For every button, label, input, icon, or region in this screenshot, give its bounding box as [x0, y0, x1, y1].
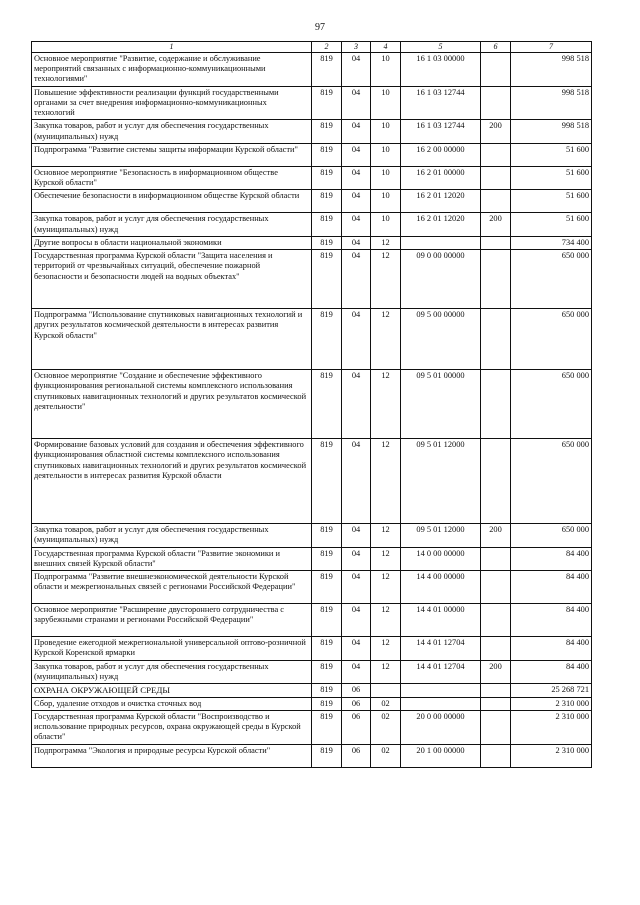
subsection-code-cell: 10: [371, 143, 401, 166]
target-article-cell: 09 5 01 12000: [401, 524, 481, 548]
header-cell-5: 5: [401, 42, 481, 53]
header-cell-2: 2: [312, 42, 342, 53]
row-name-cell: Основное мероприятие "Развитие, содержание и обслуживание мероприятий связанных с информационно-коммуникационными технологиями": [32, 52, 312, 86]
admin-code-cell: 819: [312, 190, 342, 213]
admin-code-cell: 819: [312, 684, 342, 698]
target-article-cell: 14 4 01 12704: [401, 637, 481, 661]
amount-cell: 51 600: [511, 213, 592, 237]
target-article-cell: [401, 236, 481, 249]
section-code-cell: 04: [342, 524, 371, 548]
row-name-cell: Формирование базовых условий для создания и обеспечения эффективного функционирования областной системы комплексного использования спутниковых навигационных технологий и других результатов космической деятельности в интересах развития Курской области: [32, 439, 312, 524]
section-code-cell: 04: [342, 660, 371, 684]
table-row: [32, 190, 592, 213]
admin-code-cell: 819: [312, 120, 342, 144]
row-name-cell: Обеспечение безопасности в информационном обществе Курской области: [32, 190, 312, 213]
target-article-cell: 16 1 03 12744: [401, 120, 481, 144]
row-name-cell: Проведение ежегодной межрегиональной универсальной оптово-розничной Курской Коренской ярмарки: [32, 637, 312, 661]
row-name-cell: Закупка товаров, работ и услуг для обеспечения государственных (муниципальных) нужд: [32, 524, 312, 548]
admin-code-cell: 819: [312, 637, 342, 661]
amount-cell: 998 518: [511, 86, 592, 120]
table-row: [32, 166, 592, 190]
target-article-cell: 16 2 00 00000: [401, 143, 481, 166]
subsection-code-cell: 02: [371, 697, 401, 710]
admin-code-cell: 819: [312, 571, 342, 604]
target-article-cell: 16 1 03 00000: [401, 52, 481, 86]
expense-type-cell: [481, 697, 511, 710]
section-code-cell: 06: [342, 684, 371, 698]
subsection-code-cell: 12: [371, 660, 401, 684]
section-code-cell: 04: [342, 190, 371, 213]
subsection-code-cell: 12: [371, 524, 401, 548]
section-code-cell: 04: [342, 250, 371, 309]
expense-type-cell: [481, 710, 511, 744]
amount-cell: 84 400: [511, 637, 592, 661]
header-cell-4: 4: [371, 42, 401, 53]
section-code-cell: 04: [342, 309, 371, 370]
expense-type-cell: 200: [481, 660, 511, 684]
table-row: [32, 86, 592, 120]
table-row: [32, 637, 592, 661]
subsection-code-cell: 10: [371, 52, 401, 86]
subsection-code-cell: 12: [371, 236, 401, 249]
amount-cell: 998 518: [511, 120, 592, 144]
row-name-cell: Основное мероприятие "Расширение двустороннего сотрудничества с зарубежными странами и регионами Российской Федерации": [32, 604, 312, 637]
section-code-cell: 04: [342, 52, 371, 86]
expense-type-cell: [481, 439, 511, 524]
row-name-cell: Закупка товаров, работ и услуг для обеспечения государственных (муниципальных) нужд: [32, 213, 312, 237]
row-name-cell: Подпрограмма "Развитие внешнеэкономической деятельности Курской области и межрегиональных связей с регионами Российской Федерации": [32, 571, 312, 604]
table-row: [32, 236, 592, 249]
amount-cell: 650 000: [511, 309, 592, 370]
target-article-cell: 09 5 00 00000: [401, 309, 481, 370]
amount-cell: 51 600: [511, 166, 592, 190]
table-row: [32, 547, 592, 571]
row-name-cell: Государственная программа Курской области "Защита населения и территорий от чрезвычайных ситуаций, обеспечение пожарной безопасности и безопасности людей на водных объектах": [32, 250, 312, 309]
target-article-cell: 14 4 01 00000: [401, 604, 481, 637]
table-row: [32, 571, 592, 604]
admin-code-cell: 819: [312, 524, 342, 548]
section-code-cell: 06: [342, 744, 371, 767]
row-name-cell: Подпрограмма "Использование спутниковых навигационных технологий и других результатов космической деятельности в интересах развития Курской области": [32, 309, 312, 370]
section-code-cell: 04: [342, 547, 371, 571]
target-article-cell: 14 4 01 12704: [401, 660, 481, 684]
expense-type-cell: [481, 309, 511, 370]
expense-type-cell: [481, 166, 511, 190]
expense-type-cell: [481, 143, 511, 166]
row-name-cell: Подпрограмма "Экология и природные ресурсы Курской области": [32, 744, 312, 767]
row-name-cell: ОХРАНА ОКРУЖАЮЩЕЙ СРЕДЫ: [32, 684, 312, 698]
section-code-cell: 04: [342, 439, 371, 524]
subsection-code-cell: 10: [371, 166, 401, 190]
section-code-cell: 04: [342, 120, 371, 144]
row-name-cell: Подпрограмма "Развитие системы защиты информации Курской области": [32, 143, 312, 166]
expense-type-cell: 200: [481, 120, 511, 144]
table-row: [32, 744, 592, 767]
target-article-cell: 16 2 01 00000: [401, 166, 481, 190]
expense-type-cell: [481, 250, 511, 309]
target-article-cell: 09 5 01 00000: [401, 370, 481, 439]
subsection-code-cell: 12: [371, 571, 401, 604]
target-article-cell: 20 1 00 00000: [401, 744, 481, 767]
table-row: [32, 660, 592, 684]
section-code-cell: 04: [342, 236, 371, 249]
admin-code-cell: 819: [312, 744, 342, 767]
table-row: [32, 710, 592, 744]
amount-cell: 650 000: [511, 439, 592, 524]
admin-code-cell: 819: [312, 309, 342, 370]
subsection-code-cell: 12: [371, 370, 401, 439]
expense-type-cell: 200: [481, 524, 511, 548]
section-code-cell: 04: [342, 213, 371, 237]
row-name-cell: Государственная программа Курской области "Воспроизводство и использование природных ресурсов, охрана окружающей среды в Курской области": [32, 710, 312, 744]
amount-cell: 734 400: [511, 236, 592, 249]
admin-code-cell: 819: [312, 143, 342, 166]
expense-type-cell: [481, 744, 511, 767]
subsection-code-cell: 12: [371, 309, 401, 370]
admin-code-cell: 819: [312, 250, 342, 309]
amount-cell: 84 400: [511, 571, 592, 604]
subsection-code-cell: 12: [371, 604, 401, 637]
section-code-cell: 04: [342, 637, 371, 661]
target-article-cell: [401, 684, 481, 698]
section-code-cell: 06: [342, 710, 371, 744]
section-code-cell: 04: [342, 86, 371, 120]
target-article-cell: 09 5 01 12000: [401, 439, 481, 524]
subsection-code-cell: 10: [371, 120, 401, 144]
table-row: [32, 120, 592, 144]
table-row: [32, 439, 592, 524]
expense-type-cell: [481, 190, 511, 213]
header-cell-7: 7: [511, 42, 592, 53]
row-name-cell: Основное мероприятие "Создание и обеспечение эффективного функционирования региональной системы комплексного использования спутниковых навигационных технологий и других результатов космической деятельности": [32, 370, 312, 439]
row-name-cell: Сбор, удаление отходов и очистка сточных вод: [32, 697, 312, 710]
header-cell-1: 1: [32, 42, 312, 53]
subsection-code-cell: 10: [371, 213, 401, 237]
expense-type-cell: [481, 86, 511, 120]
section-code-cell: 04: [342, 571, 371, 604]
row-name-cell: Другие вопросы в области национальной экономики: [32, 236, 312, 249]
subsection-code-cell: [371, 684, 401, 698]
table-row: [32, 213, 592, 237]
header-row: [32, 42, 592, 53]
amount-cell: 650 000: [511, 524, 592, 548]
expense-type-cell: [481, 604, 511, 637]
table-row: [32, 604, 592, 637]
row-name-cell: Закупка товаров, работ и услуг для обеспечения государственных (муниципальных) нужд: [32, 120, 312, 144]
amount-cell: 51 600: [511, 190, 592, 213]
table-row: [32, 370, 592, 439]
table-row: [32, 309, 592, 370]
subsection-code-cell: 02: [371, 710, 401, 744]
admin-code-cell: 819: [312, 660, 342, 684]
amount-cell: 84 400: [511, 547, 592, 571]
admin-code-cell: 819: [312, 52, 342, 86]
amount-cell: 84 400: [511, 604, 592, 637]
expense-type-cell: 200: [481, 213, 511, 237]
row-name-cell: Государственная программа Курской области "Развитие экономики и внешних связей Курской области": [32, 547, 312, 571]
row-name-cell: Основное мероприятие "Безопасность в информационном обществе Курской области": [32, 166, 312, 190]
admin-code-cell: 819: [312, 370, 342, 439]
target-article-cell: 16 2 01 12020: [401, 190, 481, 213]
target-article-cell: 14 4 00 00000: [401, 571, 481, 604]
target-article-cell: [401, 697, 481, 710]
amount-cell: 84 400: [511, 660, 592, 684]
expense-type-cell: [481, 547, 511, 571]
expense-type-cell: [481, 370, 511, 439]
amount-cell: 998 518: [511, 52, 592, 86]
amount-cell: 51 600: [511, 143, 592, 166]
subsection-code-cell: 12: [371, 439, 401, 524]
target-article-cell: 16 2 01 12020: [401, 213, 481, 237]
row-name-cell: Закупка товаров, работ и услуг для обеспечения государственных (муниципальных) нужд: [32, 660, 312, 684]
subsection-code-cell: 12: [371, 250, 401, 309]
table-row: [32, 697, 592, 710]
admin-code-cell: 819: [312, 697, 342, 710]
expense-type-cell: [481, 571, 511, 604]
subsection-code-cell: 02: [371, 744, 401, 767]
header-cell-3: 3: [342, 42, 371, 53]
target-article-cell: 16 1 03 12744: [401, 86, 481, 120]
table-row: [32, 143, 592, 166]
section-code-cell: 04: [342, 143, 371, 166]
expense-type-cell: [481, 684, 511, 698]
amount-cell: 2 310 000: [511, 710, 592, 744]
amount-cell: 650 000: [511, 250, 592, 309]
budget-table: [31, 41, 592, 768]
expense-type-cell: [481, 52, 511, 86]
amount-cell: 650 000: [511, 370, 592, 439]
expense-type-cell: [481, 637, 511, 661]
subsection-code-cell: 10: [371, 86, 401, 120]
subsection-code-cell: 10: [371, 190, 401, 213]
expense-type-cell: [481, 236, 511, 249]
admin-code-cell: 819: [312, 166, 342, 190]
section-code-cell: 04: [342, 370, 371, 439]
section-code-cell: 04: [342, 166, 371, 190]
admin-code-cell: 819: [312, 547, 342, 571]
section-code-cell: 04: [342, 604, 371, 637]
subsection-code-cell: 12: [371, 547, 401, 571]
admin-code-cell: 819: [312, 439, 342, 524]
target-article-cell: 14 0 00 00000: [401, 547, 481, 571]
amount-cell: 2 310 000: [511, 697, 592, 710]
amount-cell: 25 268 721: [511, 684, 592, 698]
admin-code-cell: 819: [312, 604, 342, 637]
subsection-code-cell: 12: [371, 637, 401, 661]
target-article-cell: 09 0 00 00000: [401, 250, 481, 309]
amount-cell: 2 310 000: [511, 744, 592, 767]
table-row: [32, 684, 592, 698]
admin-code-cell: 819: [312, 86, 342, 120]
target-article-cell: 20 0 00 00000: [401, 710, 481, 744]
table-row: [32, 52, 592, 86]
admin-code-cell: 819: [312, 710, 342, 744]
section-code-cell: 06: [342, 697, 371, 710]
admin-code-cell: 819: [312, 213, 342, 237]
page-number: 97: [315, 22, 325, 33]
header-cell-6: 6: [481, 42, 511, 53]
table-row: [32, 524, 592, 548]
table-row: [32, 250, 592, 309]
admin-code-cell: 819: [312, 236, 342, 249]
row-name-cell: Повышение эффективности реализации функций государственными органами за счет внедрения информационно-коммуникационных технологий: [32, 86, 312, 120]
